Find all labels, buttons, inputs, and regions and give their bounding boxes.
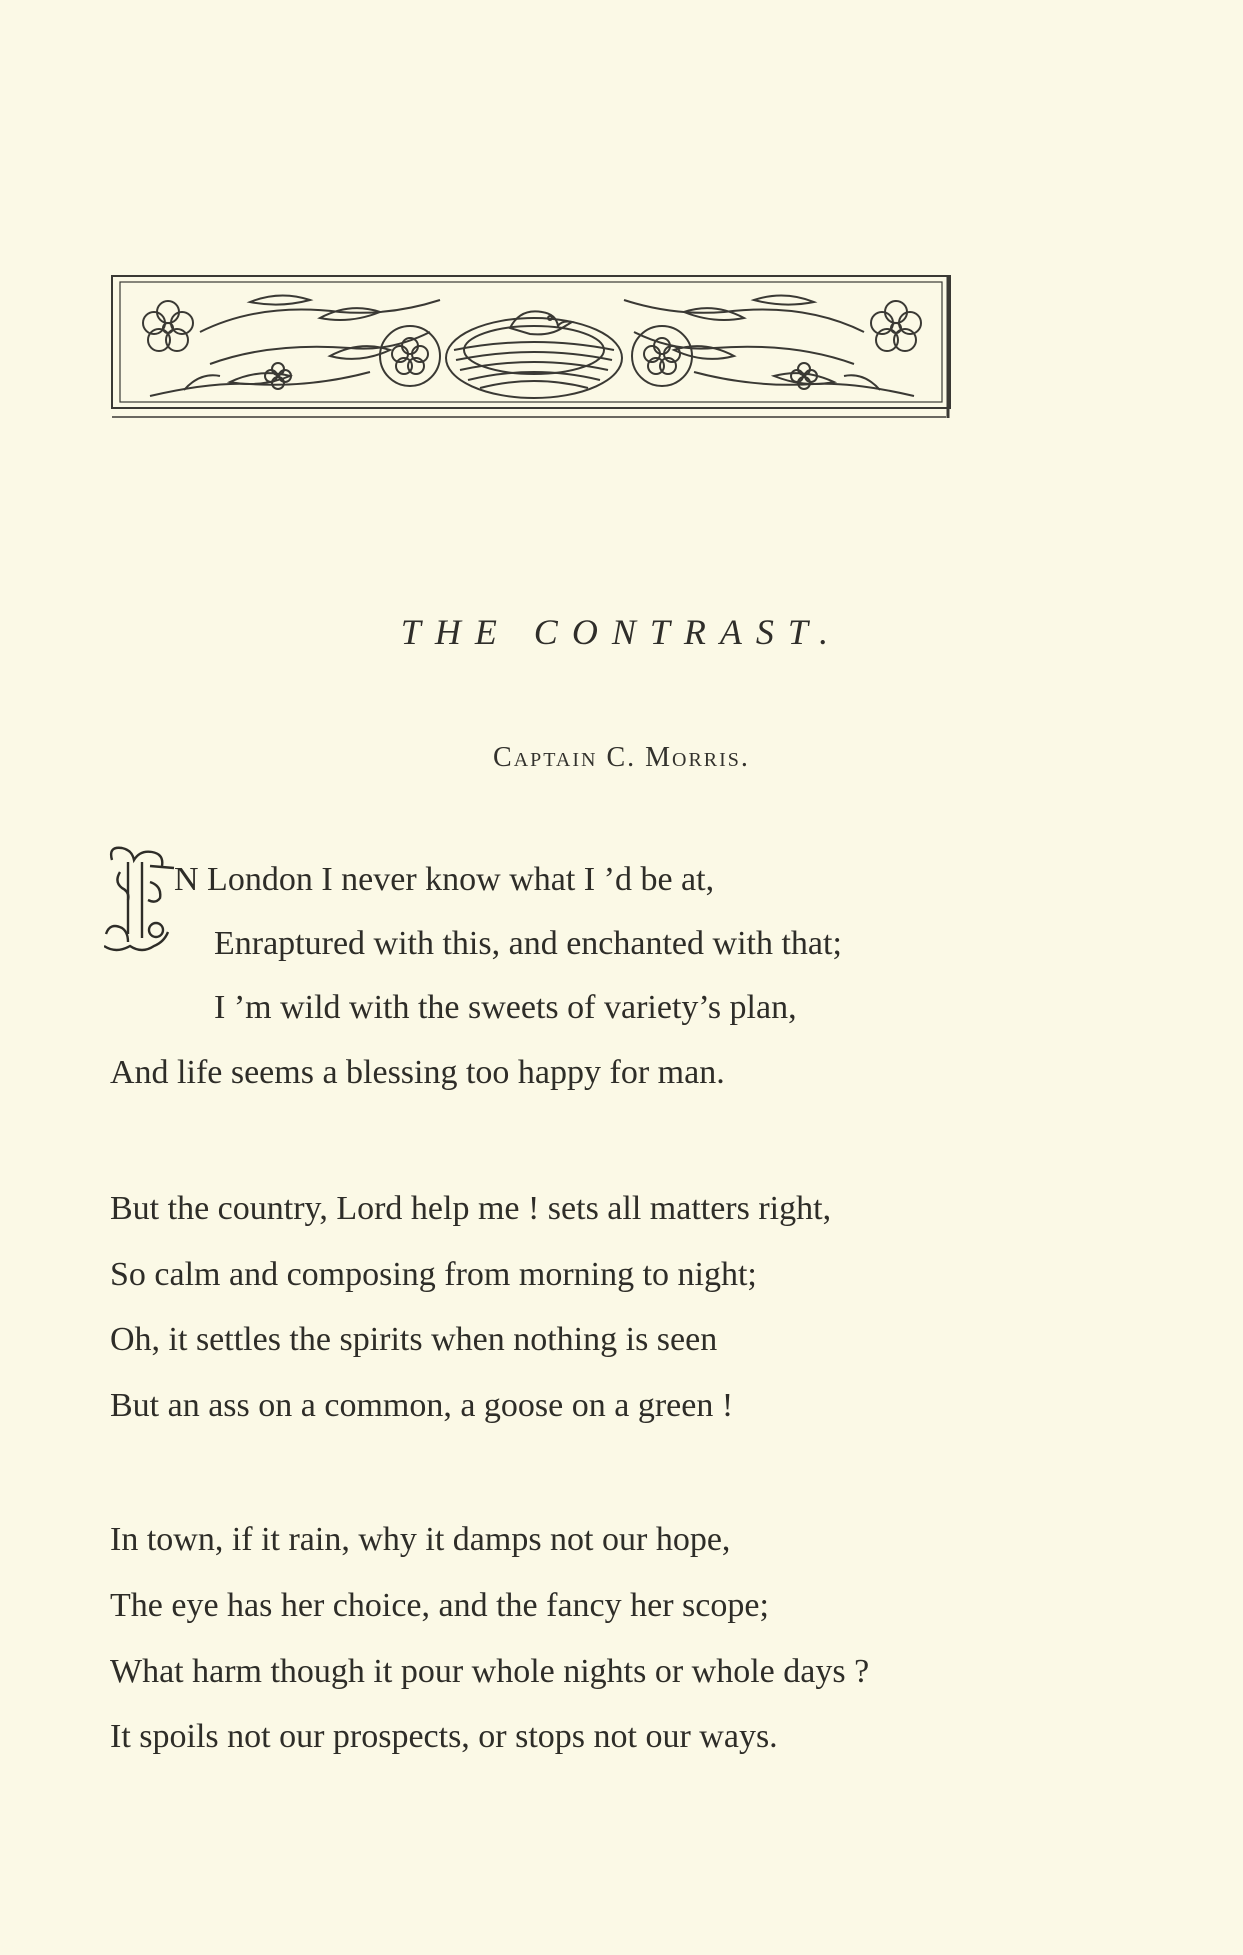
poem-line: The eye has her choice, and the fancy her scope;: [110, 1587, 769, 1624]
poem-line: It spoils not our prospects, or stops not our ways.: [110, 1718, 778, 1755]
poem-line: So calm and composing from morning to night;: [110, 1256, 757, 1293]
poem-line: Oh, it settles the spirits when nothing is seen: [110, 1321, 718, 1358]
ornamental-initial-i-icon: [104, 842, 180, 954]
floral-nest-ornament-icon: [110, 272, 954, 422]
poem-line: Enraptured with this, and enchanted with that;: [214, 925, 842, 962]
poem-line: What harm though it pour whole nights or whole days ?: [110, 1653, 870, 1690]
poem-line: I ’m wild with the sweets of variety’s plan,: [214, 989, 797, 1026]
poem-author: Captain C. Morris.: [493, 742, 750, 773]
poem-line: In town, if it rain, why it damps not our hope,: [110, 1521, 731, 1558]
poem-line: And life seems a blessing too happy for man.: [110, 1054, 725, 1091]
poem-title: THE CONTRAST.: [400, 612, 843, 652]
poem-line: But the country, Lord help me ! sets all matters right,: [110, 1190, 832, 1227]
poem-line: N London I never know what I ’d be at,: [174, 861, 715, 898]
poem-line: But an ass on a common, a goose on a green !: [110, 1387, 734, 1424]
